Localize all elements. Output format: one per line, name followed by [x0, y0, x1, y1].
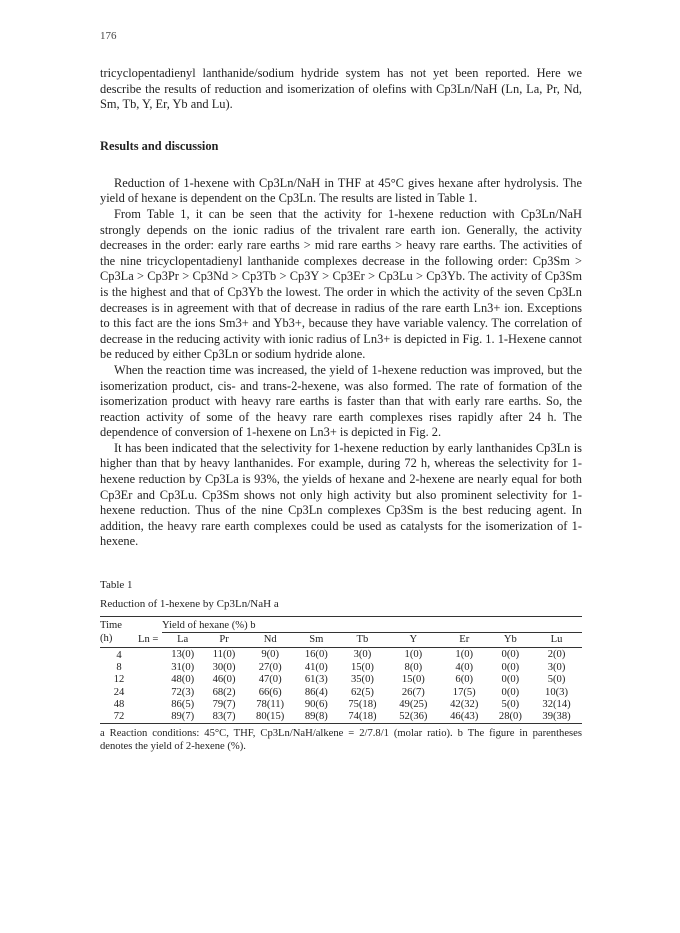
- yield-cell: 90(6): [304, 698, 328, 710]
- time-cell: 48: [113, 698, 125, 710]
- col-er: Er: [459, 633, 470, 645]
- table-footnote: a Reaction conditions: 45°C, THF, Cp3Ln/NaH/alkene = 2/7.8/1 (molar ratio). b The figure in parentheses denotes the yield of 2-hexene (%).: [100, 728, 582, 753]
- yield-cell: 89(8): [304, 710, 328, 722]
- yield-cell: 86(4): [304, 686, 328, 698]
- col-sm: Sm: [309, 633, 324, 645]
- time-header: Time: [100, 620, 122, 632]
- spacer-cell: [138, 699, 162, 711]
- time-cell: 12: [113, 674, 125, 686]
- col-y: Y: [409, 633, 418, 645]
- yield-cell: 26(7): [401, 686, 425, 698]
- yield-cell: 2(0): [547, 648, 566, 660]
- spacer-cell: [138, 687, 162, 699]
- yield-cell: 1(0): [455, 648, 474, 660]
- yield-cell: 41(0): [304, 662, 328, 674]
- table-row: [100, 647, 582, 662]
- spacer-cell: [138, 662, 162, 674]
- table-body: [100, 647, 582, 723]
- yield-cell: 32(14): [542, 698, 571, 710]
- paragraph-4: It has been indicated that the selectivity for 1-hexene reduction by early lanthanides Cp3Ln is higher than that by heavy lanthanides. For example, during 72 h, whereas the selectivity for 1-hexene reduction by Cp3La is 93%, the yields of hexane and 2-hexene are nearly equal for both Cp3Er and Cp3Lu. Cp3Sm shows not only high activity but also prominent selectivity for 1-hexene reduction. Thus of the nine Cp3Ln complexes Cp3Sm is the best reducing agent. In addition, the heavy rare earth complexes could be used as catalysts for the isomerization of 1-hexene.: [100, 440, 582, 549]
- yield-cell: 46(43): [450, 710, 479, 722]
- yield-cell: 39(38): [542, 710, 571, 722]
- yield-cell: 72(3): [171, 686, 195, 698]
- col-la: La: [177, 633, 189, 645]
- table-row: [100, 687, 582, 699]
- spacer-cell: [138, 711, 162, 724]
- yield-cell: 49(25): [399, 698, 428, 710]
- time-cell: 4: [116, 649, 122, 661]
- table-caption: Reduction of 1-hexene by Cp3Ln/NaH a: [100, 598, 279, 611]
- spacer-cell: [138, 647, 162, 662]
- col-tb: Tb: [356, 633, 369, 645]
- col-pr: Pr: [219, 633, 229, 645]
- yield-cell: 80(15): [256, 710, 285, 722]
- results-table: [100, 616, 582, 724]
- yield-cell: 78(11): [256, 698, 285, 710]
- yield-cell: 30(0): [212, 662, 236, 674]
- table-row: [100, 699, 582, 711]
- time-unit: (h): [100, 632, 113, 644]
- time-cell: 72: [113, 710, 125, 722]
- yield-cell: 15(0): [350, 662, 374, 674]
- yield-cell: 68(2): [212, 686, 236, 698]
- yield-cell: 10(3): [545, 686, 568, 698]
- yield-cell: 15(0): [401, 674, 425, 686]
- yield-header: Yield of hexane (%) b: [162, 617, 582, 633]
- yield-cell: 13(0): [171, 648, 195, 660]
- yield-cell: 0(0): [501, 686, 520, 698]
- yield-cell: 86(5): [171, 698, 195, 710]
- yield-cell: 28(0): [498, 710, 522, 722]
- yield-cell: 5(0): [547, 674, 566, 686]
- yield-cell: 9(0): [261, 648, 279, 660]
- yield-cell: 3(0): [353, 648, 372, 660]
- table-row: [100, 674, 582, 686]
- yield-cell: 8(0): [404, 662, 423, 674]
- yield-cell: 75(18): [348, 698, 377, 710]
- col-yb: Yb: [503, 633, 517, 645]
- table-row: [100, 662, 582, 674]
- yield-cell: 17(5): [452, 686, 476, 698]
- paragraph-3: When the reaction time was increased, the yield of 1-hexene reduction was improved, but the isomerization product, cis- and trans-2-hexene, was also formed. The rate of formation of the isomerization product with heavy rare earths is faster than that with early rare earths. So, the reaction activity of some of the heavy rare earth complexes rises rapidly after 24 h. The dependence of conversion of 1-hexene on Ln3+ is depicted in Fig. 2.: [100, 362, 582, 440]
- yield-cell: 61(3): [304, 674, 328, 686]
- yield-cell: 52(36): [399, 710, 428, 722]
- yield-cell: 3(0): [547, 662, 566, 674]
- yield-cell: 0(0): [501, 648, 520, 660]
- yield-cell: 35(0): [350, 674, 374, 686]
- yield-cell: 1(0): [404, 648, 423, 660]
- yield-cell: 46(0): [212, 674, 236, 686]
- col-lu: Lu: [550, 633, 563, 645]
- yield-cell: 79(7): [212, 698, 236, 710]
- yield-cell: 62(5): [350, 686, 374, 698]
- yield-cell: 0(0): [501, 662, 520, 674]
- yield-cell: 74(18): [348, 710, 377, 722]
- yield-cell: 5(0): [501, 698, 520, 710]
- document-page: [100, 30, 582, 753]
- yield-cell: 48(0): [171, 674, 195, 686]
- yield-cell: 6(0): [455, 674, 474, 686]
- intro-paragraph: tricyclopentadienyl lanthanide/sodium hydride system has not yet been reported. Here we describe the results of reduction and isomerization of olefins with Cp3Ln/NaH (Ln, La, Pr, Nd, Sm, Tb, Y, Er, Yb and Lu).: [100, 66, 582, 112]
- yield-cell: 47(0): [258, 674, 282, 686]
- page-number: 176: [100, 30, 117, 42]
- yield-cell: 66(6): [258, 686, 282, 698]
- time-cell: 24: [113, 686, 125, 698]
- time-cell: 8: [116, 662, 122, 674]
- yield-cell: 89(7): [171, 710, 195, 722]
- yield-cell: 83(7): [212, 710, 236, 722]
- section-heading: Results and discussion: [100, 138, 219, 153]
- paragraph-2: From Table 1, it can be seen that the activity for 1-hexene reduction with Cp3Ln/NaH strongly depends on the ionic radius of the trivalent rare earth ion. Generally, the activity decreases in the order: early rare earths > mid rare earths > heavy rare earths. The activities of the nine tricyclopentadienyl lanthanide complexes decrease in the following order: Cp3Sm > Cp3La > Cp3Pr > Cp3Nd > Cp3Tb > Cp3Y > Cp3Er > Cp3Lu > Cp3Yb. The activity of Cp3Sm is the highest and that of Cp3Yb the lowest. The order in which the activity of the seven Cp3Ln decreases is in agreement with that of decrease in radius of the rare earth Ln3+ ion. Exceptions to this fact are the ions Sm3+ and Yb3+, because they have variable valency. The correlation of decrease in the reducing activity with ionic radius of Ln3+ is depicted in Fig. 1. 1-Hexene cannot be reduced by either Cp3Ln or sodium hydride alone.: [100, 206, 582, 362]
- paragraph-1: Reduction of 1-hexene with Cp3Ln/NaH in THF at 45°C gives hexane after hydrolysis. The yield of hexane is dependent on the Cp3Ln. The results are listed in Table 1.: [100, 175, 582, 206]
- col-nd: Nd: [263, 633, 277, 645]
- ln-label: Ln =: [138, 633, 159, 645]
- table-label: Table 1: [100, 579, 133, 592]
- yield-cell: 4(0): [455, 662, 474, 674]
- yield-cell: 11(0): [212, 648, 236, 660]
- yield-cell: 31(0): [171, 662, 195, 674]
- spacer-cell: [138, 674, 162, 686]
- table-row: [100, 711, 582, 724]
- yield-cell: 16(0): [304, 648, 328, 660]
- yield-cell: 42(32): [450, 698, 479, 710]
- yield-cell: 0(0): [501, 674, 520, 686]
- yield-cell: 27(0): [258, 662, 282, 674]
